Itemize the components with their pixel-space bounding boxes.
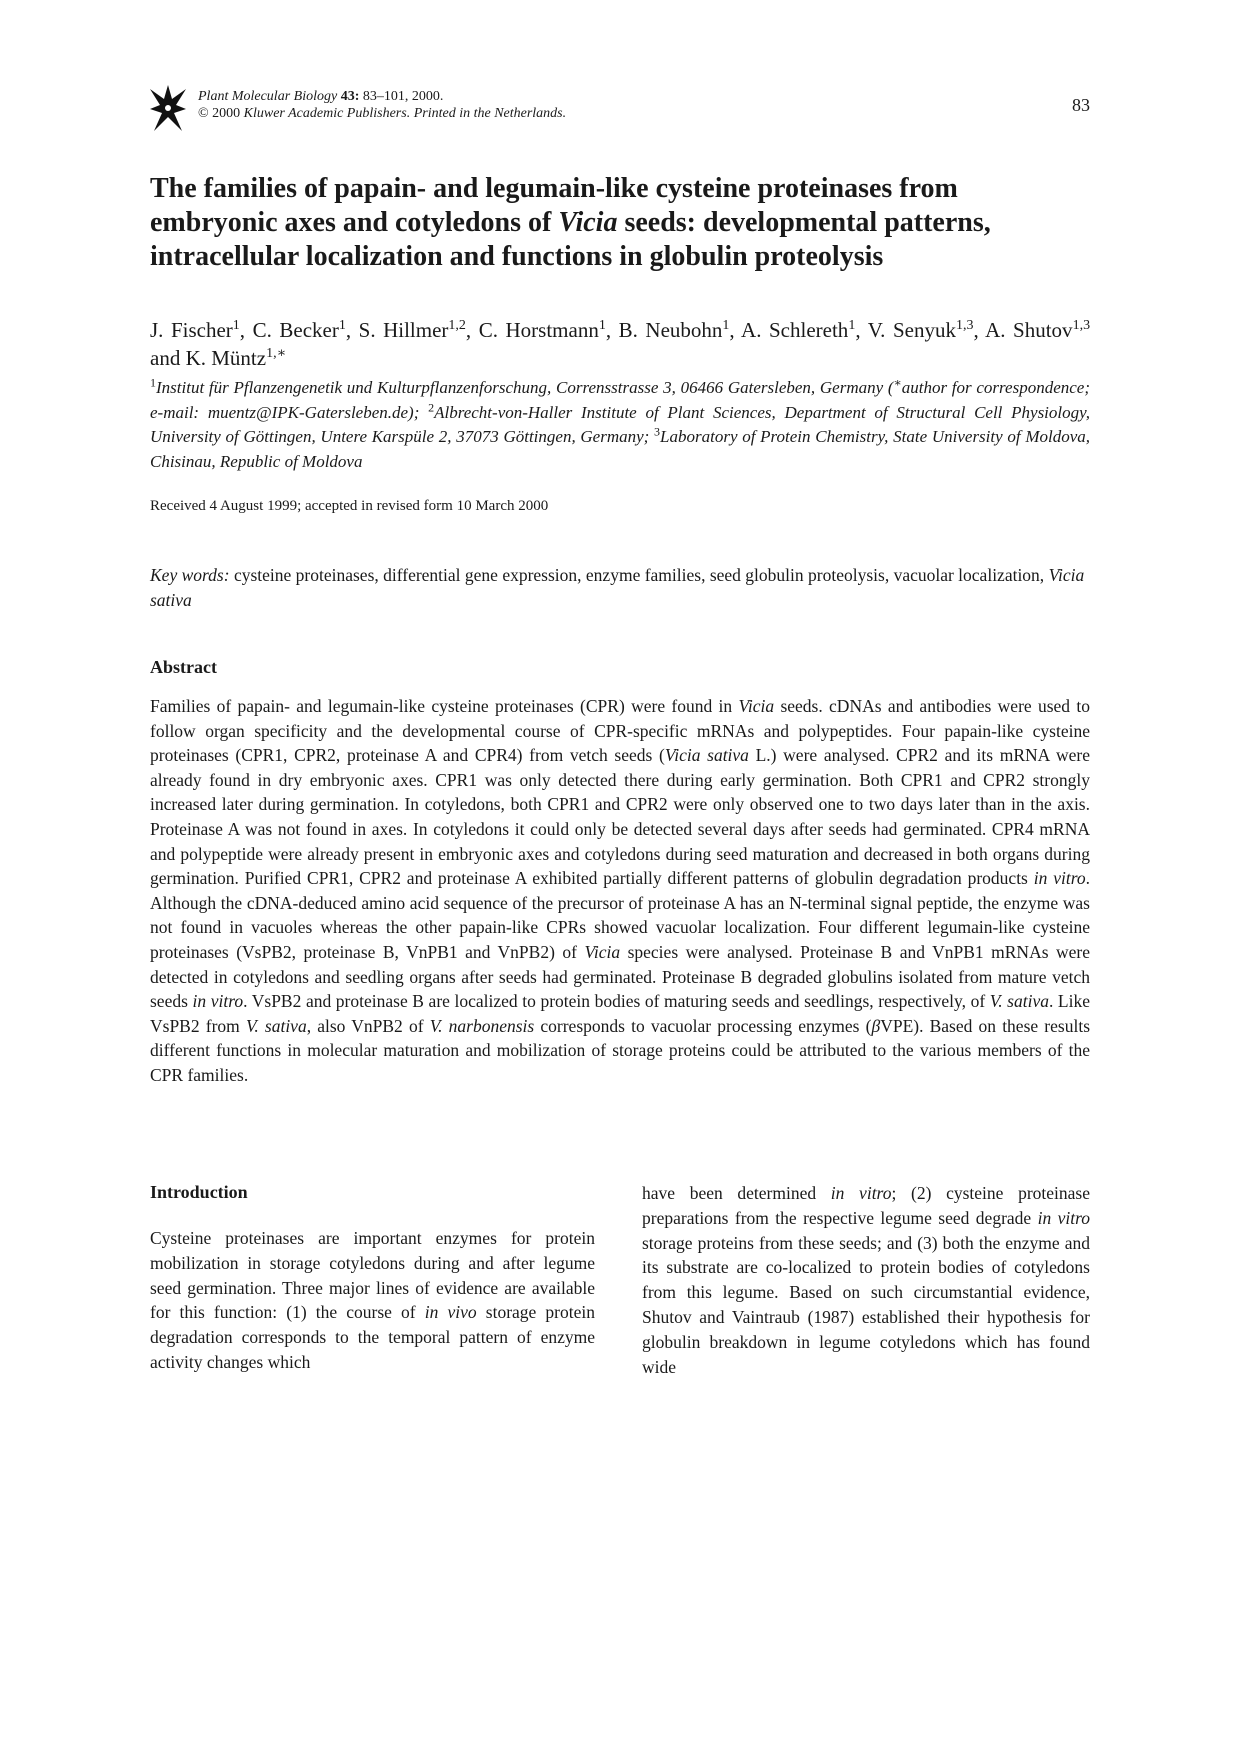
abstract-segment: seeds. cDNAs and antibodies were used to follow organ specificity and the developmental course of CPR-specific mRNAs and polypeptides. Four papain-like cysteine proteinases (CPR1, CPR2, proteinase A and CPR4) from vetch seeds ( bbox=[150, 696, 1090, 766]
abstract-segment: . VsPB2 and proteinase B are localized to protein bodies of maturing seeds and seedlings, respectively, of bbox=[243, 991, 990, 1012]
affiliations bbox=[150, 376, 1090, 474]
abstract-segment: V. narbonensis bbox=[429, 1015, 535, 1036]
author-affiliation-sup: 1 bbox=[232, 318, 240, 333]
author-affiliation-sup: 1 bbox=[848, 318, 856, 333]
keywords-italic: Vicia sativa bbox=[150, 565, 1085, 610]
left-column bbox=[150, 1180, 595, 1375]
abstract-body bbox=[150, 694, 1090, 1088]
author-name: J. Fischer bbox=[150, 318, 233, 342]
abstract-segment: Families of papain- and legumain-like cysteine proteinases (CPR) were found in bbox=[150, 696, 739, 716]
abstract-segment: β bbox=[871, 1015, 881, 1036]
abstract-segment: , also VnPB2 of bbox=[306, 1015, 430, 1036]
abstract-segment: VPE). Based on these results different functions in molecular maturation and mobilization of storage proteins could be attributed to the various members of the CPR families. bbox=[150, 1015, 1090, 1085]
affiliation-sup-1: 1 bbox=[150, 375, 156, 390]
keywords bbox=[150, 563, 1090, 612]
right-column bbox=[642, 1181, 1090, 1379]
abstract-segment: V. sativa bbox=[989, 991, 1049, 1012]
intro-left-segment: in vivo bbox=[424, 1302, 477, 1323]
author-name: C. Becker bbox=[252, 318, 339, 342]
introduction-heading: Introduction bbox=[150, 1182, 248, 1202]
publisher: Kluwer Academic Publishers. bbox=[243, 106, 411, 121]
affiliation-sup-2: 2 bbox=[428, 399, 435, 414]
abstract-segment: species were analysed. Proteinase B and VnPB1 mRNAs were detected in cotyledons and seedling organs after seeds had germinated. Proteinase B degraded globulins isolated from mature vetch seeds bbox=[150, 941, 1090, 1012]
affiliation-3: Laboratory of Protein Chemistry, State University of Moldova, Chisinau, Republic of Moldova bbox=[150, 427, 1090, 471]
author-affiliation-sup: 1,3 bbox=[955, 318, 974, 333]
author-name: V. Senyuk bbox=[867, 318, 956, 342]
kluwer-logo-icon bbox=[150, 85, 186, 131]
author-name: S. Hillmer bbox=[358, 318, 449, 342]
abstract-segment: L.) were analysed. CPR2 and its mRNA were already found in dry embryonic axes. CPR1 was only detected there during early germination. Both CPR1 and CPR2 strongly increased later during germination. In cotyledons, both CPR1 and CPR2 were only observed one to two days later than in the axis. Proteinase A was not found in axes. In cotyledons it could only be detected several days after seeds had germinated. CPR4 mRNA and polypeptide were already present in embryonic axes and cotyledons during seed maturation and decreased in both organs during germination. Purified CPR1, CPR2 and proteinase A exhibited partially different patterns of globulin degradation products bbox=[150, 745, 1090, 889]
title-part-2: seeds: developmental patterns, intracellular localization and functions in globulin proteolysis bbox=[150, 207, 991, 272]
intro-right-segment: in vitro bbox=[830, 1183, 892, 1203]
introduction-right-text bbox=[642, 1181, 1090, 1379]
author-name: A. Schlereth bbox=[741, 318, 849, 342]
journal-pages-year: 83–101, 2000. bbox=[362, 89, 444, 104]
correspondence-star: ∗ bbox=[893, 375, 902, 390]
intro-left-segment: storage protein degradation corresponds to the temporal pattern of enzyme activity changes which bbox=[150, 1302, 596, 1372]
abstract-segment: V. sativa bbox=[245, 1015, 307, 1036]
printed-note: Printed in the Netherlands. bbox=[413, 106, 567, 121]
intro-right-segment: in vitro bbox=[1037, 1207, 1091, 1228]
author-name: A. Shutov bbox=[985, 318, 1073, 342]
title-italic: Vicia bbox=[558, 207, 618, 238]
abstract-segment: Vicia sativa bbox=[664, 745, 749, 766]
correspondence-email: author for correspondence; e-mail: muentz@IPK-Gatersleben.de); bbox=[150, 378, 1090, 422]
author-affiliation-sup: 1,2 bbox=[448, 318, 466, 333]
paper-title bbox=[150, 172, 1090, 274]
affiliation-2: Albrecht-von-Haller Institute of Plant Sciences, Department of Structural Cell Physiology, University of Göttingen, Untere Karspüle 2, 37073 Göttingen, Germany; bbox=[150, 402, 1090, 446]
author-affiliation-sup: 1,3 bbox=[1072, 318, 1091, 333]
keywords-label: Key words: bbox=[150, 565, 230, 585]
abstract-segment: corresponds to vacuolar processing enzymes ( bbox=[534, 1015, 872, 1036]
intro-right-segment: storage proteins from these seeds; and (3) both the enzyme and its substrate are co-localized to protein bodies of cotyledons from this legume. Based on such circumstantial evidence, Shutov and Vaintraub (1987) established their hypothesis for globulin breakdown in legume cotyledons which has found wide bbox=[642, 1232, 1090, 1377]
intro-right-segment: have been determined bbox=[642, 1183, 831, 1203]
author-affiliation-sup: 1 bbox=[338, 318, 346, 333]
author-list: J. Fischer$^1$, C. Becker$^1$, S. Hillmer$^{1,2}$, C. Horstmann$^1$, B. Neubohn$^1$, A. Schlereth$^1$, V. Senyuk$^{1,3}$, A. Shutov$^{1,3}$ and K. Müntz$^{1,∗}$ bbox=[150, 318, 1091, 370]
affiliation-sup-3: 3 bbox=[654, 424, 661, 439]
author-affiliation-sup: 1 bbox=[722, 318, 730, 333]
received-dates: Received 4 August 1999; accepted in revised form 10 March 2000 bbox=[150, 498, 549, 514]
abstract-segment: . Like VsPB2 from bbox=[150, 991, 1090, 1036]
journal-citation bbox=[198, 88, 566, 122]
abstract-heading: Abstract bbox=[150, 657, 217, 677]
abstract-segment: in vitro bbox=[192, 991, 244, 1012]
intro-right-segment: ; (2) cysteine proteinase preparations from the respective legume seed degrade bbox=[642, 1183, 1090, 1228]
author-affiliation-sup: 1 bbox=[598, 318, 606, 333]
copyright-year: 2000 bbox=[212, 106, 241, 121]
author-name: K. Müntz bbox=[185, 346, 267, 370]
page-number: 83 bbox=[1072, 95, 1090, 115]
journal-name: Plant Molecular Biology bbox=[198, 89, 338, 104]
copyright-symbol: © bbox=[198, 106, 209, 121]
journal-volume: 43: bbox=[340, 89, 360, 104]
journal-line-1 bbox=[198, 88, 566, 105]
introduction-left-text bbox=[150, 1226, 595, 1375]
affiliation-1: Institut für Pflanzengenetik und Kulturpflanzenforschung, Corrensstrasse 3, 06466 Gatersleben, Germany ( bbox=[156, 378, 894, 397]
keywords-text: cysteine proteinases, differential gene expression, enzyme families, seed globulin proteolysis, vacuolar localization, bbox=[229, 565, 1049, 585]
author-affiliation-sup: 1,∗ bbox=[266, 346, 287, 361]
abstract-segment: Vicia bbox=[584, 941, 621, 962]
intro-left-segment: Cysteine proteinases are important enzymes for protein mobilization in storage cotyledons during and after legume seed germination. Three major lines of evidence are available for this function: (1) the course of bbox=[150, 1228, 595, 1323]
author-name: B. Neubohn bbox=[618, 318, 723, 342]
abstract-segment: in vitro bbox=[1033, 868, 1086, 889]
abstract-segment: Vicia bbox=[738, 696, 775, 716]
journal-line-2 bbox=[198, 105, 566, 122]
page-header bbox=[150, 85, 1090, 135]
title-part-1: The families of papain- and legumain-like cysteine proteinases from embryonic axes and cotyledons of bbox=[150, 173, 958, 238]
author-name: C. Horstmann bbox=[478, 318, 599, 342]
abstract-segment: . Although the cDNA-deduced amino acid sequence of the precursor of proteinase A has an N-terminal signal peptide, the enzyme was not found in vacuoles whereas the other papain-like CPRs showed vacuolar localization. Four different legumain-like cysteine proteinases (VsPB2, proteinase B, VnPB1 and VnPB2) of bbox=[150, 868, 1091, 962]
